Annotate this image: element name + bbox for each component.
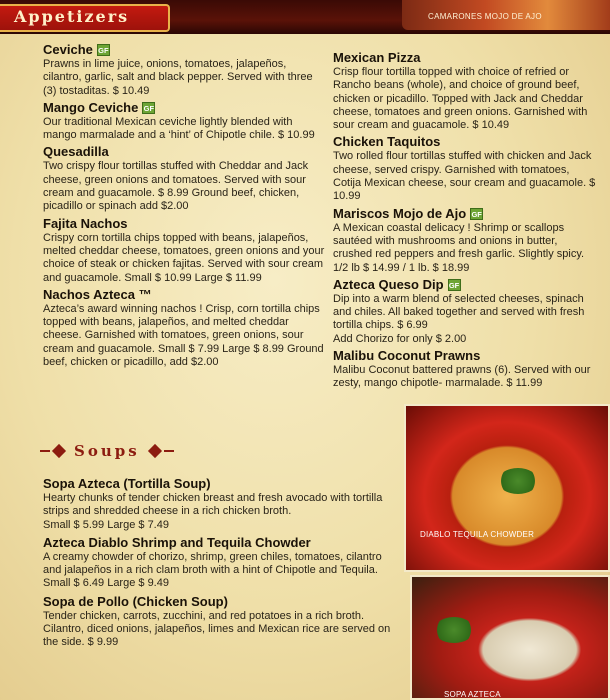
photo-caption: SOPA AZTECA [444,690,501,699]
header-photo-caption: CAMARONES MOJO DE AJO [428,12,542,21]
soups-column [43,476,393,653]
ornament-line [40,450,50,452]
item-name-mariscos-mojo-de-ajo [333,206,599,222]
item-description: Crisp flour tortilla topped with choice of refried or Rancho beans (whole), and choice of ground beef, chicken or picadillo. Topped with Jack and Cheddar cheese, tomatoes and green onions. Garnished with sour cream and guacamole. $ 10.49 [333,66,588,132]
item-title: Quesadilla [43,144,109,160]
appetizers-right-column [333,50,599,393]
ornament-line [164,450,174,452]
item-name-sopa-de-pollo [43,594,393,610]
item-name-malibu-coconut-prawns [333,348,599,364]
item-name-sopa-azteca [43,476,393,492]
appetizers-left-column [43,42,325,371]
item-description: Our traditional Mexican ceviche lightly blended with mango marmalade and a ‘hint’ of Chipotle chile. $ 10.99 [43,115,315,142]
item-description: A creamy chowder of chorizo, shrimp, green chiles, tomatoes, cilantro and jalapeños in a rich clam broth with a hint of Chipotle and Tequila. Small $ 6.49 Large $ 9.49 [43,550,382,590]
item-description: Two rolled flour tortillas stuffed with chicken and Jack cheese, served crispy. Garnished with tomatoes, Cotija Mexican cheese, sour cream and guacamole. $ 10.99 [333,150,596,203]
item-title: Sopa Azteca (Tortilla Soup) [43,476,211,491]
item-title: Mariscos Mojo de Ajo [333,205,467,221]
item-description: Prawns in lime juice, onions, tomatoes, jalapeños, cilantro, garlic, salt and black pepper. Served with three (3) tostaditas. $ 10.49 [43,58,313,97]
item-description: Azteca’s award winning nachos ! Crisp, corn tortilla chips topped with beans, jalapeños, and melted cheddar cheese. Garnished with tomatoes, green onions, sour cream and guacamole. Small $ 7.99 Large $ 8.99 Ground beef, chicken or picadillo, add $2.00 [43,302,324,369]
item-title: Malibu Coconut Prawns [333,348,481,364]
item-title: Ceviche [43,42,93,57]
menu-item [43,476,393,532]
item-title: Chicken Taquitos [333,134,441,150]
item-title: Fajita Nachos [43,215,128,231]
header-photo-camarones [402,0,610,30]
item-title: Azteca Queso Dip [333,276,444,292]
gluten-free-badge: GF [471,209,482,219]
item-title: Azteca Diablo Shrimp and Tequila Chowder [43,534,311,550]
section-title-soups: Soups [74,442,140,460]
gluten-free-badge: GF [98,46,109,55]
diamond-ornament-icon [148,444,162,458]
menu-item [43,594,393,650]
menu-item [333,277,599,346]
cilantro-garnish [498,468,538,494]
item-name-quesadilla [43,144,325,160]
menu-item [43,42,325,98]
item-name-mango-ceviche [43,100,325,116]
diamond-ornament-icon [52,444,66,458]
item-name-diablo-chowder [43,535,393,551]
item-description: Dip into a warm blend of selected cheeses, spinach and chiles. All baked together and served with fresh tortilla chips. $ 6.99 Add Chorizo for only $ 2.00 [333,292,585,345]
menu-item [43,535,393,591]
menu-item [43,100,325,143]
item-description: Tender chicken, carrots, zucchini, and red potatoes in a rich broth. Cilantro, diced onions, jalapeños, limes and Mexican rice are served on the side. $ 9.99 [43,609,391,649]
item-description: Two crispy flour tortillas stuffed with Cheddar and Jack cheese, green onions and tomatoes. Served with sour cream and guacamole. $ 8.99 Ground beef, chicken, picadillo or spinach add $2.00 [43,160,309,213]
item-name-nachos-azteca [43,287,325,303]
menu-item [333,206,599,275]
gluten-free-badge: GF [448,280,460,290]
photo-diablo-tequila-chowder [404,404,610,572]
section-title-appetizers: Appetizers [14,7,130,26]
menu-item [333,134,599,203]
menu-item [333,50,599,132]
item-name-mexican-pizza [333,50,599,66]
menu-item [43,144,325,213]
item-title: Sopa de Pollo (Chicken Soup) [43,593,228,609]
item-title: Mango Ceviche [43,99,139,115]
item-name-ceviche [43,42,325,58]
item-description: Malibu Coconut battered prawns (6). Served with our zesty, mango chipotle- marmalade. $ 11.99 [333,364,591,390]
item-title: Mexican Pizza [333,50,421,65]
item-name-chicken-taquitos [333,134,599,150]
item-description: A Mexican coastal delicacy ! Shrimp or scallops sautéed with mushrooms and onions in butter, crushed red peppers and fresh garlic. Slightly spicy. 1/2 lb $ 14.99 / 1 lb. $ 18.99 [333,221,585,274]
item-name-fajita-nachos [43,216,325,232]
photo-caption: DIABLO TEQUILA CHOWDER [420,530,535,539]
item-description: Crispy corn tortilla chips topped with beans, jalapeños, melted cheddar cheese, tomatoes, green onions and your choice of steak or chicken fajitas. Served with sour cream and guacamole. Small $ 10.99 Large $ 11.99 [43,231,325,284]
gluten-free-badge: GF [143,103,155,113]
menu-item [43,216,325,285]
menu-item [333,348,599,391]
item-name-azteca-queso-dip [333,277,599,293]
soups-heading [40,442,190,460]
item-description: Hearty chunks of tender chicken breast and fresh avocado with tortilla strips and shredded cheese in a rich chicken broth. Small $ 5.99 Large $ 7.49 [43,492,383,531]
salsa-garnish [434,617,474,643]
photo-sopa-azteca [410,575,610,700]
item-title: Nachos Azteca ™ [43,286,152,302]
menu-item [43,287,325,369]
